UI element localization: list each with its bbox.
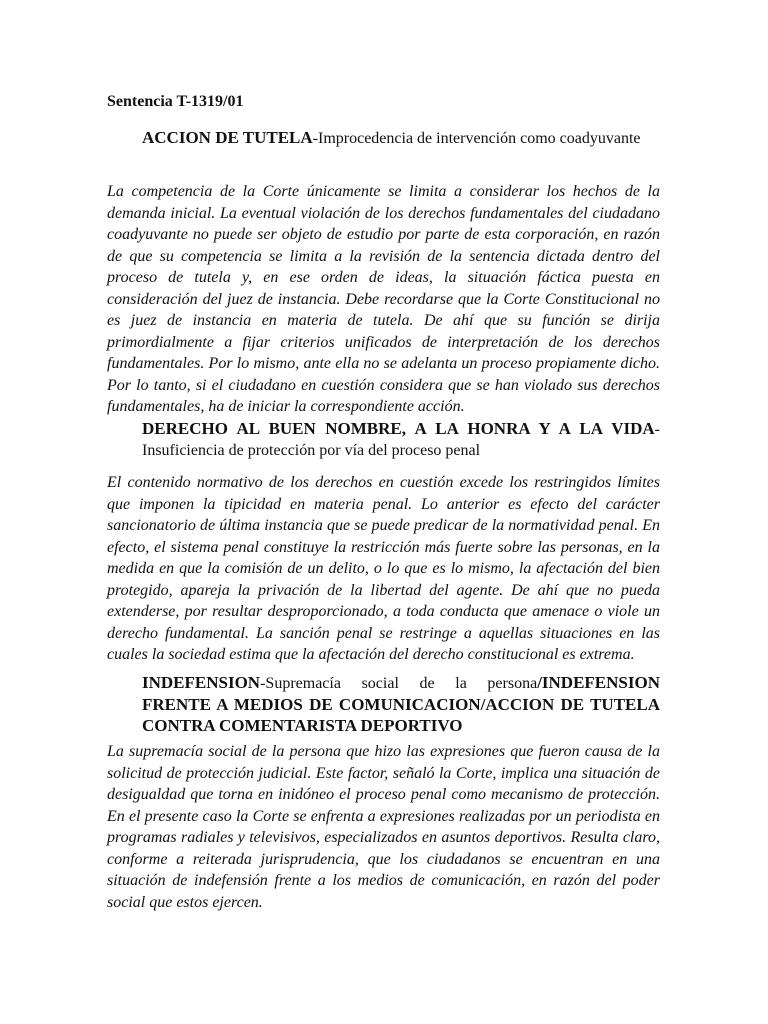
heading-bold-text: ACCION DE TUTELA xyxy=(142,128,313,147)
heading-bold-text: DERECHO AL BUEN NOMBRE, A LA HONRA Y A LA VIDA xyxy=(142,419,655,438)
document-title: Sentencia T-1319/01 xyxy=(107,93,244,110)
section-heading-accion-de-tutela xyxy=(142,128,660,149)
heading-normal-text: -Supremacía social de la persona xyxy=(260,675,538,692)
heading-normal-text: -Insuficiencia de protección por vía del proceso penal xyxy=(142,421,660,459)
heading-bold-text-2: /INDEFENSION FRENTE A MEDIOS DE COMUNICACION/ACCION DE TUTELA CONTRA COMENTARISTA DEPORTIVO xyxy=(142,673,660,735)
section-body-paragraph: El contenido normativo de los derechos en cuestión excede los restringidos límites que imponen la tipicidad en materia penal. Lo anterior es efecto del carácter sancionatorio de última instancia que se puede predicar de la normatividad penal. En efecto, el sistema penal constituye la restricción más fuerte sobre las personas, en la medida en que la comisión de un delito, o lo que es lo mismo, la afectación del bien protegido, apareja la privación de la libertad del agente. De ahí que no pueda extenderse, por resultar desproporcionado, a toda conducta que amenace o viole un derecho fundamental. La sanción penal se restringe a aquellas situaciones en las cuales la sociedad estima que la afectación del derecho constitucional es extrema. xyxy=(107,474,660,663)
section-heading-derecho-buen-nombre xyxy=(142,418,660,461)
section-body-paragraph: La competencia de la Corte únicamente se limita a considerar los hechos de la demanda inicial. La eventual violación de los derechos fundamentales del ciudadano coadyuvante no puede ser objeto de estudio por parte de esta corporación, en razón de que su competencia se limita a la revisión de la sentencia dictada dentro del proceso de tutela y, en ese orden de ideas, la situación fáctica puesta en consideración del juez de instancia. Debe recordarse que la Corte Constitucional no es juez de instancia en materia de tutela. De ahí que su función se dirija primordialmente a fijar criterios unificados de interpretación de los derechos fundamentales. Por lo mismo, ante ella no se adelanta un proceso propiamente dicho. Por lo tanto, si el ciudadano en cuestión considera que se han violado sus derechos fundamentales, ha de iniciar la correspondiente acción. xyxy=(107,183,660,415)
section-body-paragraph: La supremacía social de la persona que hizo las expresiones que fueron causa de la solicitud de protección judicial. Este factor, señaló la Corte, implica una situación de desigualdad que torna en inidóneo el proceso penal como mecanismo de protección. En el presente caso la Corte se enfrenta a expresiones realizadas por un periodista en programas radiales y televisivos, especializados en asuntos deportivos. Resulta claro, conforme a reiterada jurisprudencia, que los ciudadanos se encuentran en una situación de indefensión frente a los medios de comunicación, en razón del poder social que estos ejercen. xyxy=(107,743,660,911)
heading-bold-text: INDEFENSION xyxy=(142,673,261,692)
heading-normal-text: -Improcedencia de intervención como coadyuvante xyxy=(312,130,641,147)
section-heading-indefension xyxy=(142,673,660,738)
